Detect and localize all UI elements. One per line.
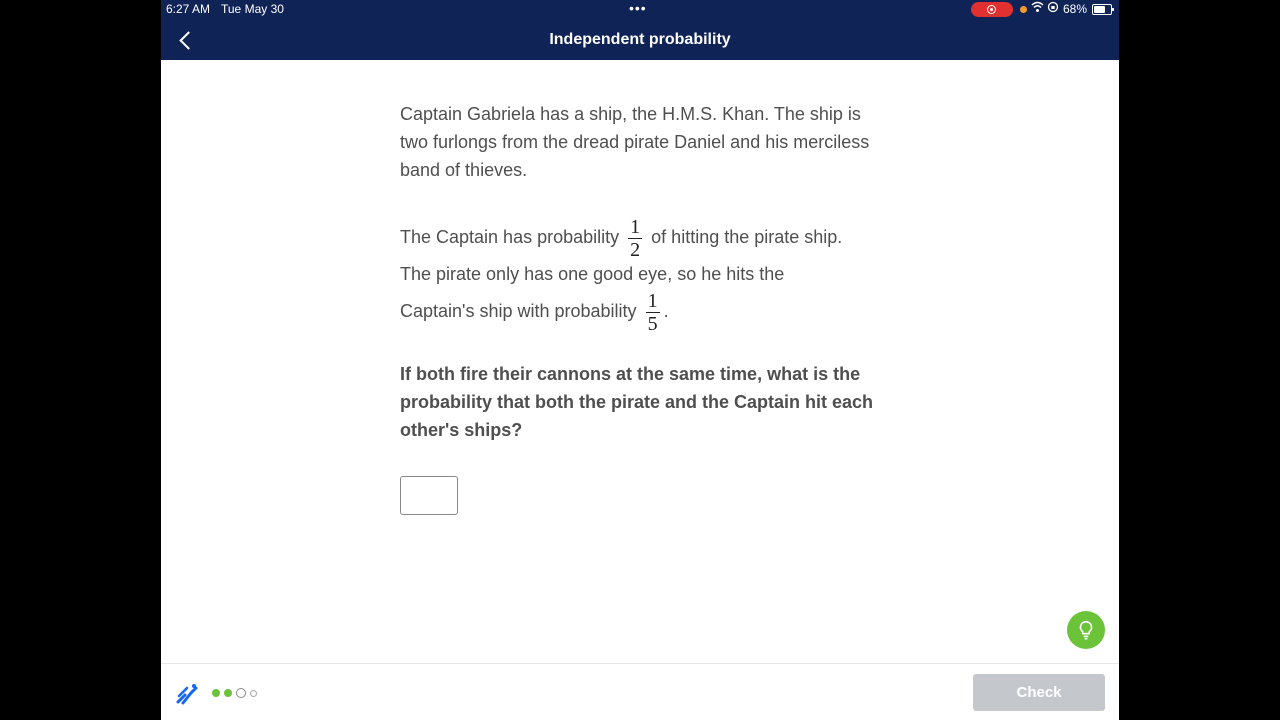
problem-text-b: of hitting the pirate ship. bbox=[651, 227, 843, 247]
fraction-numerator: 1 bbox=[647, 289, 658, 312]
problem-text-c: The pirate only has one good eye, so he hits the bbox=[400, 264, 785, 284]
fraction-denominator: 5 bbox=[647, 312, 658, 335]
fraction-one-fifth bbox=[646, 290, 660, 335]
hint-button[interactable] bbox=[1067, 611, 1105, 649]
problem-details bbox=[400, 214, 890, 334]
problem-line-2 bbox=[400, 260, 890, 288]
footer-bar bbox=[161, 663, 1119, 720]
status-date: Tue May 30 bbox=[221, 2, 284, 16]
exercise-content bbox=[400, 100, 890, 515]
progress-dots bbox=[212, 688, 257, 698]
app-screen bbox=[161, 0, 1119, 720]
progress-dot-remaining bbox=[250, 690, 257, 697]
problem-text-e: . bbox=[663, 301, 669, 321]
fraction-one-half bbox=[628, 216, 642, 261]
record-icon bbox=[987, 5, 996, 14]
answer-input[interactable] bbox=[400, 476, 458, 515]
progress-dot-current bbox=[236, 688, 246, 698]
page-title: Independent probability bbox=[549, 31, 731, 48]
screen-recording-indicator[interactable] bbox=[971, 2, 1013, 17]
status-time: 6:27 AM bbox=[166, 2, 211, 16]
progress-dot-complete bbox=[224, 689, 232, 697]
problem-text-d: Captain's ship with probability bbox=[400, 301, 637, 321]
multitask-dots-icon[interactable]: ••• bbox=[629, 0, 647, 16]
battery-icon bbox=[1092, 4, 1112, 15]
progress-dot-complete bbox=[212, 689, 220, 697]
orientation-lock-icon bbox=[1047, 1, 1059, 16]
battery-percent: 68% bbox=[1063, 2, 1088, 16]
lightbulb-icon bbox=[1075, 619, 1097, 641]
problem-line-3 bbox=[400, 288, 890, 334]
nav-bar bbox=[161, 20, 1119, 60]
status-bar bbox=[161, 0, 1119, 20]
problem-text-a: The Captain has probability bbox=[400, 227, 620, 247]
problem-line-1 bbox=[400, 214, 890, 260]
khan-logo-icon bbox=[175, 682, 199, 706]
fraction-denominator: 2 bbox=[630, 238, 641, 261]
battery-fill bbox=[1094, 6, 1105, 13]
fraction-numerator: 1 bbox=[630, 215, 641, 238]
problem-intro: Captain Gabriela has a ship, the H.M.S. Khan. The ship is two furlongs from the dread pirate Daniel and his merciless band of thieves. bbox=[400, 104, 870, 180]
wifi-icon bbox=[1031, 1, 1044, 16]
mic-in-use-dot-icon bbox=[1020, 6, 1027, 13]
check-button[interactable]: Check bbox=[973, 674, 1105, 711]
question-text: If both fire their cannons at the same time, what is the probability that both the pirate and the Captain hit each other's ships? bbox=[400, 364, 874, 440]
